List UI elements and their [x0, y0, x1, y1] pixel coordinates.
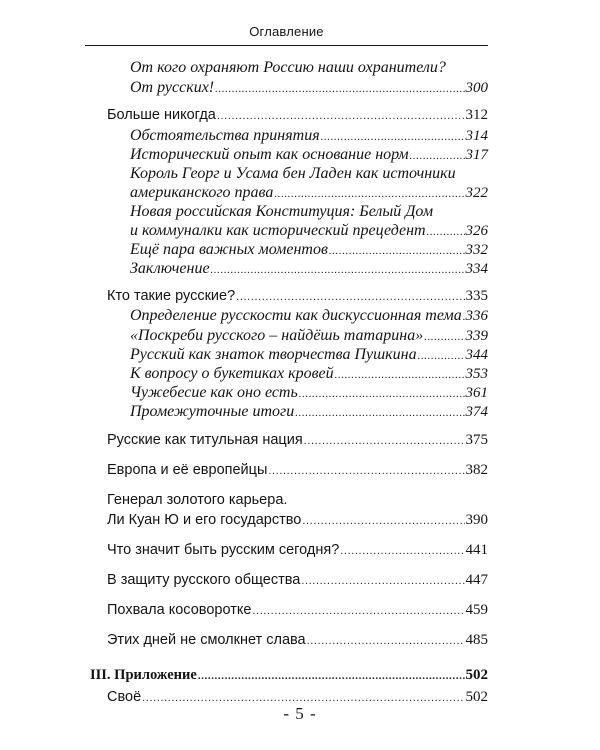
toc-entry[interactable]	[107, 631, 488, 651]
toc-entry[interactable]	[107, 287, 488, 307]
toc-entry-title: Исторический опыт как основание норм	[130, 146, 409, 163]
toc-page-number: 317	[465, 147, 488, 163]
toc-entry[interactable]	[107, 461, 488, 481]
toc-entry[interactable]	[130, 240, 488, 261]
toc-page-number: 382	[465, 462, 488, 478]
toc-entry[interactable]	[130, 145, 488, 166]
toc-entry-title: Заключение	[130, 260, 210, 277]
toc-entry[interactable]	[130, 402, 488, 423]
toc-entry[interactable]	[130, 383, 488, 404]
toc-page-number: 312	[465, 107, 488, 123]
toc-entry-title: «Поскреби русского – найдёшь татарина»	[130, 327, 424, 344]
toc-entry-title: Европа и её европейцы	[107, 462, 268, 478]
toc-page-number: 485	[465, 632, 488, 648]
toc-entry-title: Король Георг и Усама бен Ладен как источники	[130, 165, 456, 182]
toc-entry-title: Больше никогда	[107, 107, 216, 123]
toc-entry-title: Этих дней не смолкнет слава	[107, 632, 306, 648]
toc-page-number: 336	[465, 308, 488, 324]
toc-section-entry[interactable]	[90, 666, 488, 686]
toc-entry[interactable]	[130, 364, 488, 385]
toc-page-number: 374	[465, 404, 488, 420]
dot-leader	[198, 667, 465, 686]
toc-page-number: 339	[465, 328, 488, 344]
toc-page-number: 335	[465, 288, 488, 304]
toc-entry-title: Промежуточные итоги	[130, 403, 295, 420]
toc-page-number: 326	[465, 223, 488, 239]
toc-entry-title: Своё	[107, 689, 142, 705]
page-number: - 5 -	[283, 704, 317, 723]
toc-entry[interactable]	[130, 259, 488, 280]
toc-entry[interactable]	[130, 326, 488, 347]
toc-page-number: 390	[465, 512, 488, 528]
dot-leader	[217, 107, 465, 126]
toc-entry[interactable]	[107, 106, 488, 126]
toc-entry-title: От кого охраняют Россию наши охранители?	[130, 59, 446, 76]
toc-entry-title: Определение русскости как дискуссионная тема	[130, 307, 462, 324]
toc-page-number: 344	[465, 347, 488, 363]
toc-page-number: 332	[465, 242, 488, 258]
toc-entry-title: и коммуналки как исторический прецедент	[130, 222, 426, 239]
page-header-title: Оглавление	[249, 24, 324, 39]
toc-entry-title: От русских!	[130, 79, 215, 96]
dot-leader	[211, 261, 465, 280]
toc-entry[interactable]	[107, 571, 488, 591]
toc-entry-title: американского права	[130, 184, 274, 201]
dot-leader	[340, 542, 464, 561]
toc-entry[interactable]	[130, 306, 488, 327]
dot-leader	[295, 404, 464, 423]
toc-entry-title: Что значит быть русским сегодня?	[107, 542, 340, 558]
toc-entry-title: Генерал золотого карьера.	[107, 492, 288, 508]
dot-leader	[236, 288, 464, 307]
toc-entry[interactable]	[107, 541, 488, 561]
toc-entry[interactable]	[130, 221, 488, 242]
toc-page-number: 441	[465, 542, 488, 558]
toc-entry[interactable]	[107, 601, 488, 621]
dot-leader	[215, 80, 464, 99]
dot-leader	[302, 512, 464, 531]
toc-page-number: 447	[465, 572, 488, 588]
toc-entry-title: Русские как титульная нация	[107, 432, 303, 448]
toc-entry-title: Обстоятельства принятия	[130, 127, 320, 144]
toc-page-number: 334	[465, 261, 488, 277]
toc-entry-title: Похвала косоворотке	[107, 602, 252, 618]
toc-page-number: 322	[465, 185, 488, 201]
toc-entry-title: Ли Куан Ю и его государство	[107, 512, 302, 528]
toc-entry[interactable]	[130, 345, 488, 366]
toc-entry[interactable]	[107, 431, 488, 451]
toc-entry[interactable]	[107, 511, 488, 531]
dot-leader	[463, 308, 465, 327]
dot-leader	[268, 462, 464, 481]
toc-page-number: 502	[465, 689, 488, 705]
toc-page-number: 361	[465, 385, 488, 401]
dot-leader	[307, 632, 465, 651]
toc-entry-title: Новая российская Конституция: Белый Дом	[130, 203, 434, 220]
toc-page-number: 375	[465, 432, 488, 448]
toc-page-number: 353	[465, 366, 488, 382]
toc-entry[interactable]	[130, 78, 488, 99]
toc-entry-title: К вопросу о букетиках кровей	[130, 365, 334, 382]
dot-leader	[304, 432, 465, 451]
toc-entry[interactable]	[130, 183, 488, 204]
toc-entry-title: В защиту русского общества	[107, 572, 301, 588]
dot-leader	[252, 602, 464, 621]
toc-entry-title: Ещё пара важных моментов	[130, 241, 328, 258]
toc-entry-title: III. Приложение	[90, 667, 197, 683]
toc-entry-title: Чужебесие как оно есть	[130, 384, 298, 401]
dot-leader	[301, 572, 464, 591]
toc-page-number: 300	[465, 80, 488, 96]
toc-entry[interactable]	[130, 126, 488, 147]
toc-entry-title: Кто такие русские?	[107, 288, 236, 304]
toc-page-number: 502	[465, 667, 488, 683]
toc-page-number: 459	[465, 602, 488, 618]
toc-page-number: 314	[465, 128, 488, 144]
toc-entry-title: Русский как знаток творчества Пушкина	[130, 346, 417, 363]
